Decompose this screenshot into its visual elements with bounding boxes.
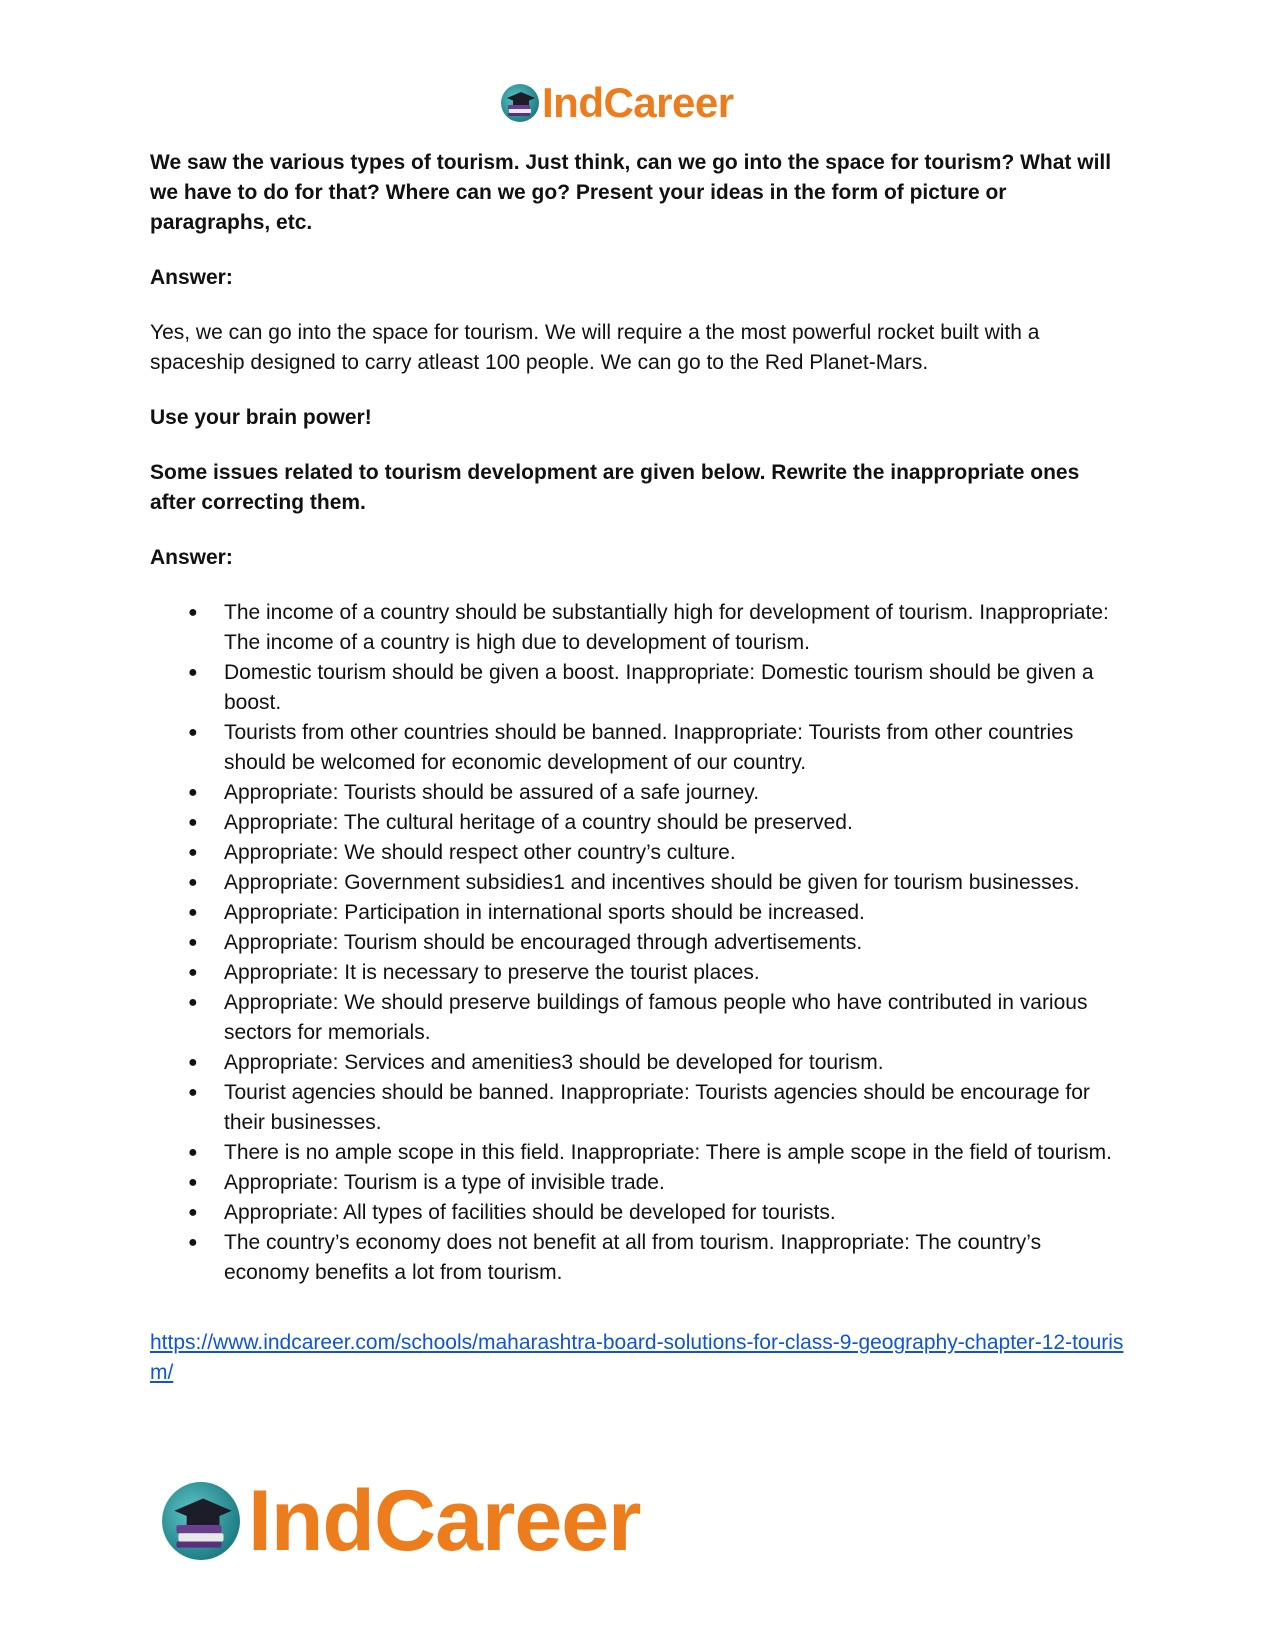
bullet-icon: ● [188,994,198,1011]
bullet-icon: ● [188,844,198,861]
section-heading: Use your brain power! [150,406,372,429]
question-2: Some issues related to tourism development are given below. Rewrite the inappropriate ones after correcting them. [150,461,1080,514]
list-item: ● Tourist agencies should be banned. Inappropriate: Tourists agencies should be encourage for their businesses. [150,1078,1130,1138]
bullet-icon: ● [188,874,198,891]
source-link[interactable]: https://www.indcareer.com/schools/maharashtra-board-solutions-for-class-9-geography-chapter-12-tourism/ [150,1331,1124,1384]
bullet-icon: ● [188,604,198,621]
bullet-icon: ● [188,934,198,951]
list-item: ● The country’s economy does not benefit at all from tourism. Inappropriate: The country’s economy benefits a lot from tourism. [150,1228,1130,1288]
list-item: ● Appropriate: Tourism should be encouraged through advertisements. [150,928,1130,958]
bullet-icon: ● [188,964,198,981]
bullet-icon: ● [188,814,198,831]
list-item: ● Appropriate: Government subsidies1 and incentives should be given for tourism businesses. [150,868,1130,898]
bullet-icon: ● [188,724,198,741]
list-item: ● Domestic tourism should be given a boost. Inappropriate: Domestic tourism should be given a boost. [150,658,1130,718]
list-item: ● Tourists from other countries should be banned. Inappropriate: Tourists from other countries should be welcomed for economic development of our country. [150,718,1130,778]
document-body [150,148,1130,1388]
footer-logo [160,1473,641,1569]
list-item: ● The income of a country should be substantially high for development of tourism. Inappropriate: The income of a country is high due to development of tourism. [150,598,1130,658]
question-1: We saw the various types of tourism. Just think, can we go into the space for tourism? What will we have to do for that? Where can we go? Present your ideas in the form of picture or paragraphs, etc. [150,151,1112,234]
answer-label-1: Answer: [150,266,233,289]
bullet-icon: ● [188,1054,198,1071]
list-item: ● Appropriate: All types of facilities should be developed for tourists. [150,1198,1130,1228]
answer-2-list [150,598,1130,1288]
graduation-cap-book-icon [500,83,540,123]
answer-1: Yes, we can go into the space for tourism. We will require a the most powerful rocket built with a spaceship designed to carry atleast 100 people. We can go to the Red Planet-Mars. [150,321,1040,374]
bullet-icon: ● [188,1234,198,1251]
brand-wordmark: IndCareer [248,1473,641,1569]
list-item: ● Appropriate: We should respect other country’s culture. [150,838,1130,868]
bullet-icon: ● [188,1144,198,1161]
header-logo [500,78,734,128]
graduation-cap-book-icon [160,1480,242,1562]
list-item: ● Appropriate: Tourists should be assured of a safe journey. [150,778,1130,808]
list-item: ● Appropriate: We should preserve buildings of famous people who have contributed in various sectors for memorials. [150,988,1130,1048]
list-item: ● Appropriate: It is necessary to preserve the tourist places. [150,958,1130,988]
bullet-icon: ● [188,784,198,801]
bullet-icon: ● [188,664,198,681]
list-item: ● Appropriate: Participation in international sports should be increased. [150,898,1130,928]
answer-label-2: Answer: [150,546,233,569]
bullet-icon: ● [188,1174,198,1191]
list-item: ● Appropriate: The cultural heritage of a country should be preserved. [150,808,1130,838]
list-item: ● Appropriate: Tourism is a type of invisible trade. [150,1168,1130,1198]
bullet-icon: ● [188,1084,198,1101]
bullet-icon: ● [188,1204,198,1221]
bullet-icon: ● [188,904,198,921]
brand-wordmark: IndCareer [542,79,734,126]
list-item: ● Appropriate: Services and amenities3 should be developed for tourism. [150,1048,1130,1078]
list-item: ● There is no ample scope in this field. Inappropriate: There is ample scope in the field of tourism. [150,1138,1130,1168]
